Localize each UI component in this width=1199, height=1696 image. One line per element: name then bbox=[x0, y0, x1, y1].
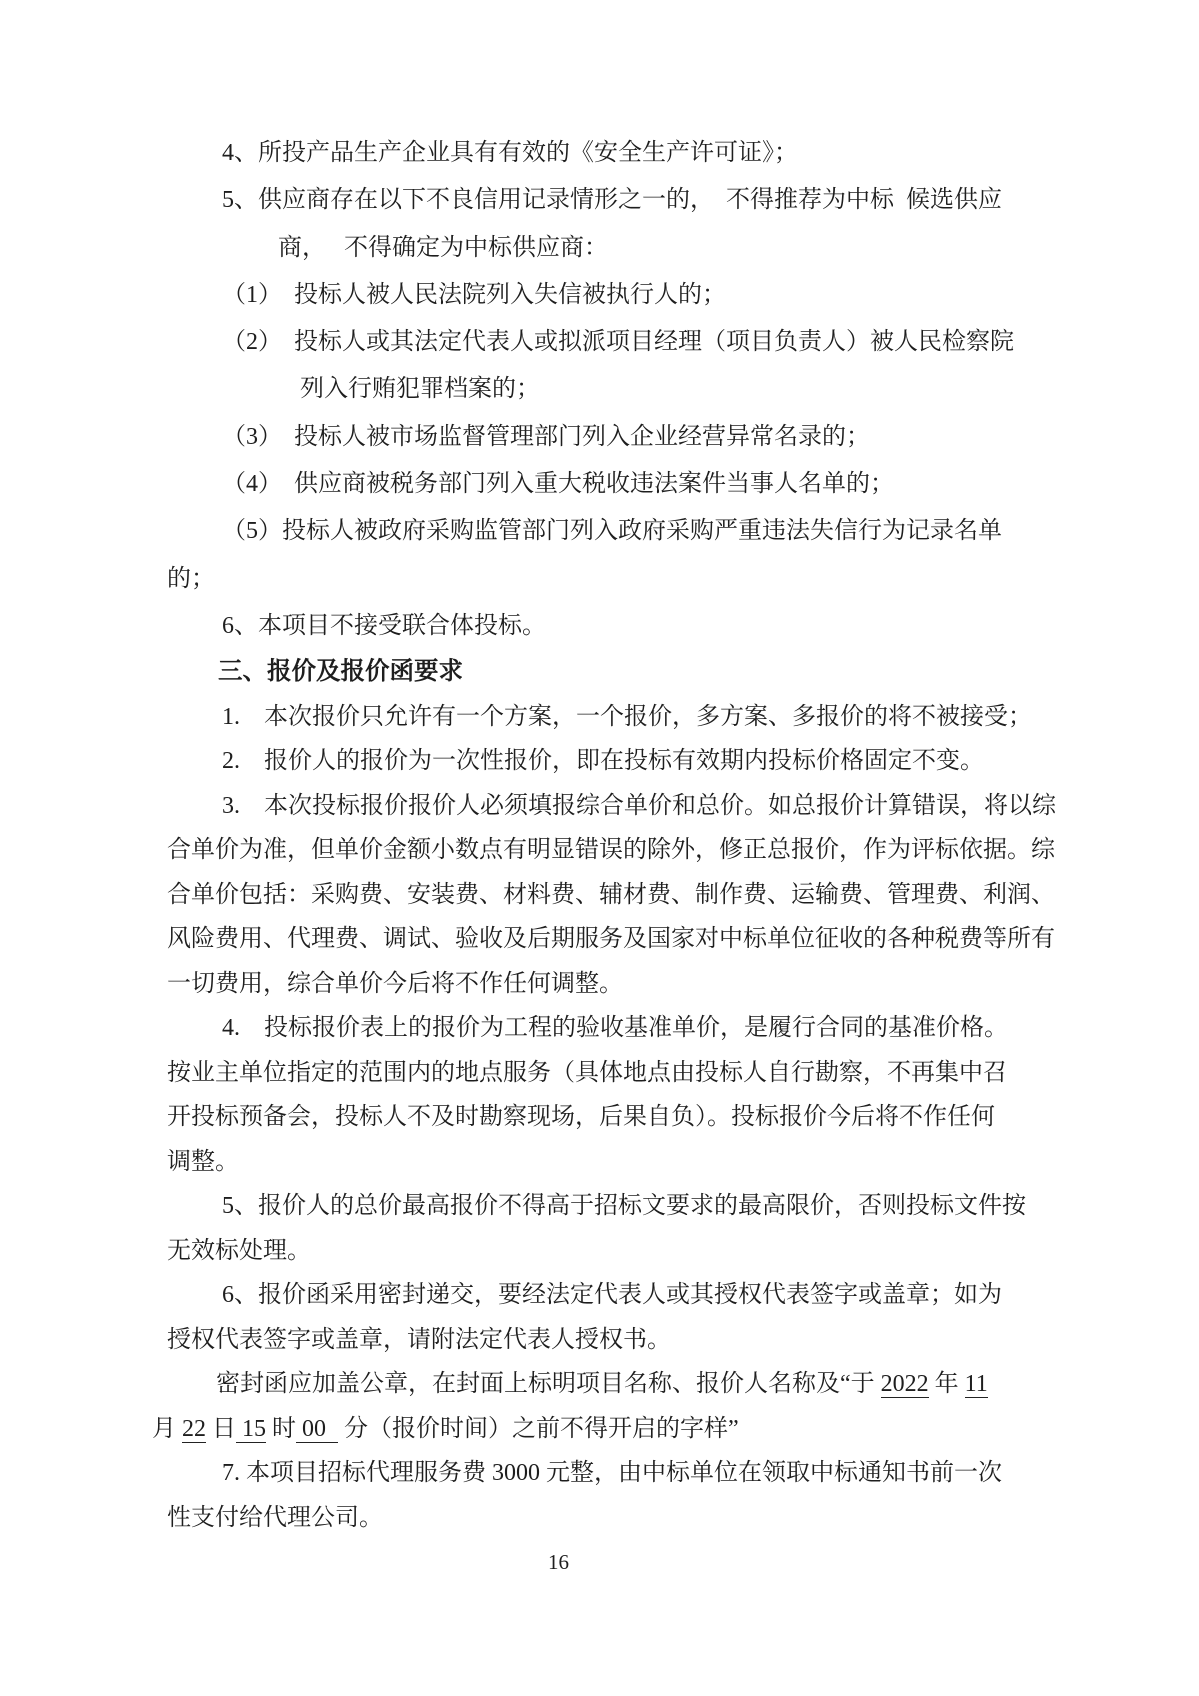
text-segment: 日 bbox=[206, 1415, 236, 1442]
subclause-5 bbox=[167, 508, 1072, 555]
text-segment: 的； bbox=[167, 565, 215, 592]
text-segment: 6、报价函采用密封递交，要经法定代表人或其授权代表签字或盖章；如为 bbox=[222, 1282, 1002, 1309]
underlined-value: 22 bbox=[182, 1415, 206, 1442]
text-segment: 2. 报价人的报价为一次性报价，即在投标有效期内投标价格固定不变。 bbox=[222, 748, 984, 775]
text-segment: 月 bbox=[152, 1415, 182, 1442]
text-segment: 按业主单位指定的范围内的地点服务（具体地点由投标人自行勘察，不再集中召 bbox=[167, 1059, 1007, 1086]
quote-clause-3-line3 bbox=[167, 873, 1072, 918]
text-segment: 3. 本次投标报价报价人必须填报综合单价和总价。如总报价计算错误，将以综 bbox=[222, 792, 1056, 819]
quote-clause-3-line2 bbox=[167, 828, 1072, 873]
text-segment: （4） 供应商被税务部门列入重大税收违法案件当事人名单的； bbox=[222, 471, 894, 498]
text-segment: 列入行贿犯罪档案的； bbox=[300, 376, 540, 403]
subclause-5-continuation bbox=[167, 556, 1072, 603]
text-segment: （5）投标人被政府采购监管部门列入政府采购严重违法失信行为记录名单 bbox=[222, 518, 1002, 545]
quote-clause-6-line2 bbox=[167, 1318, 1072, 1363]
text-segment: 时 bbox=[266, 1415, 296, 1442]
clause-5 bbox=[167, 177, 1072, 224]
document-body bbox=[152, 130, 1072, 1540]
quote-clause-4-line4 bbox=[167, 1140, 1072, 1185]
clause-5-continuation bbox=[167, 225, 1072, 272]
underlined-value: 2022 bbox=[880, 1371, 929, 1398]
quote-clause-1 bbox=[167, 695, 1072, 740]
quotation-requirements-section bbox=[152, 650, 1072, 1540]
underlined-value: 00 bbox=[296, 1415, 338, 1442]
text-segment: 7. 本项目招标代理服务费 3000 元整，由中标单位在领取中标通知书前一次 bbox=[222, 1460, 1002, 1487]
text-segment: 5、供应商存在以下不良信用记录情形之一的， 不得推荐为中标 候选供应 bbox=[222, 187, 1002, 214]
quote-clause-7-line2 bbox=[167, 1496, 1072, 1541]
text-segment: 密封函应加盖公章，在封面上标明项目名称、报价人名称及“于 bbox=[216, 1371, 881, 1398]
clause-4 bbox=[167, 130, 1072, 177]
quote-clause-5-line2 bbox=[167, 1229, 1072, 1274]
subclause-3 bbox=[167, 414, 1072, 461]
section-heading bbox=[167, 650, 1072, 695]
quote-clause-4-line3 bbox=[167, 1095, 1072, 1140]
underlined-value: 15 bbox=[236, 1415, 266, 1442]
underlined-value: 11 bbox=[964, 1371, 988, 1398]
subclause-4 bbox=[167, 461, 1072, 508]
clause-6 bbox=[167, 603, 1072, 650]
sealing-note-line2 bbox=[152, 1407, 1072, 1452]
text-segment: 4. 投标报价表上的报价为工程的验收基准单价，是履行合同的基准价格。 bbox=[222, 1015, 1008, 1042]
subclause-2 bbox=[167, 319, 1072, 366]
text-segment: 商， 不得确定为中标供应商： bbox=[278, 234, 608, 261]
text-segment: （3） 投标人被市场监督管理部门列入企业经营异常名录的； bbox=[222, 423, 870, 450]
quote-clause-4-line2 bbox=[167, 1051, 1072, 1096]
text-segment: 开投标预备会，投标人不及时勘察现场，后果自负）。投标报价今后将不作任何 bbox=[167, 1104, 995, 1131]
text-segment: 合单价为准，但单价金额小数点有明显错误的除外，修正总报价，作为评标依据。综 bbox=[167, 837, 1055, 864]
quote-clause-3-line4 bbox=[167, 917, 1072, 962]
quote-clause-6 bbox=[167, 1273, 1072, 1318]
quote-clause-3 bbox=[167, 784, 1072, 829]
text-segment: 1. 本次报价只允许有一个方案，一个报价，多方案、多报价的将不被接受； bbox=[222, 703, 1032, 730]
subclause-2-continuation bbox=[167, 366, 1072, 413]
text-segment: 5、报价人的总价最高报价不得高于招标文要求的最高限价，否则投标文件按 bbox=[222, 1193, 1026, 1220]
quote-clause-2 bbox=[167, 739, 1072, 784]
quote-clause-4 bbox=[167, 1006, 1072, 1051]
sealing-note-line1 bbox=[167, 1362, 1072, 1407]
quote-clause-7 bbox=[167, 1451, 1072, 1496]
quote-clause-3-line5 bbox=[167, 962, 1072, 1007]
page-number: 16 bbox=[548, 1550, 569, 1574]
text-segment: （2） 投标人或其法定代表人或拟派项目经理（项目负责人）被人民检察院 bbox=[222, 329, 1014, 356]
text-segment: 风险费用、代理费、调试、验收及后期服务及国家对中标单位征收的各种税费等所有 bbox=[167, 926, 1055, 953]
text-segment: 授权代表签字或盖章，请附法定代表人授权书。 bbox=[167, 1326, 671, 1353]
text-segment: 无效标处理。 bbox=[167, 1237, 311, 1264]
text-segment: 一切费用，综合单价今后将不作任何调整。 bbox=[167, 970, 623, 997]
text-segment: 6、本项目不接受联合体投标。 bbox=[222, 612, 546, 639]
quote-clause-5 bbox=[167, 1184, 1072, 1229]
text-segment: 调整。 bbox=[167, 1148, 239, 1175]
supplier-qualification-section bbox=[167, 130, 1072, 650]
subclause-1 bbox=[167, 272, 1072, 319]
text-segment: 分（报价时间）之前不得开启的字样” bbox=[338, 1415, 739, 1442]
text-segment: 合单价包括：采购费、安装费、材料费、辅材费、制作费、运输费、管理费、利润、 bbox=[167, 881, 1055, 908]
text-segment: 三、报价及报价函要求 bbox=[218, 658, 463, 686]
text-segment: 年 bbox=[928, 1371, 965, 1398]
text-segment: 性支付给代理公司。 bbox=[167, 1504, 383, 1531]
text-segment: 4、所投产品生产企业具有有效的《安全生产许可证》； bbox=[222, 140, 798, 166]
text-segment: （1） 投标人被人民法院列入失信被执行人的； bbox=[222, 281, 726, 308]
